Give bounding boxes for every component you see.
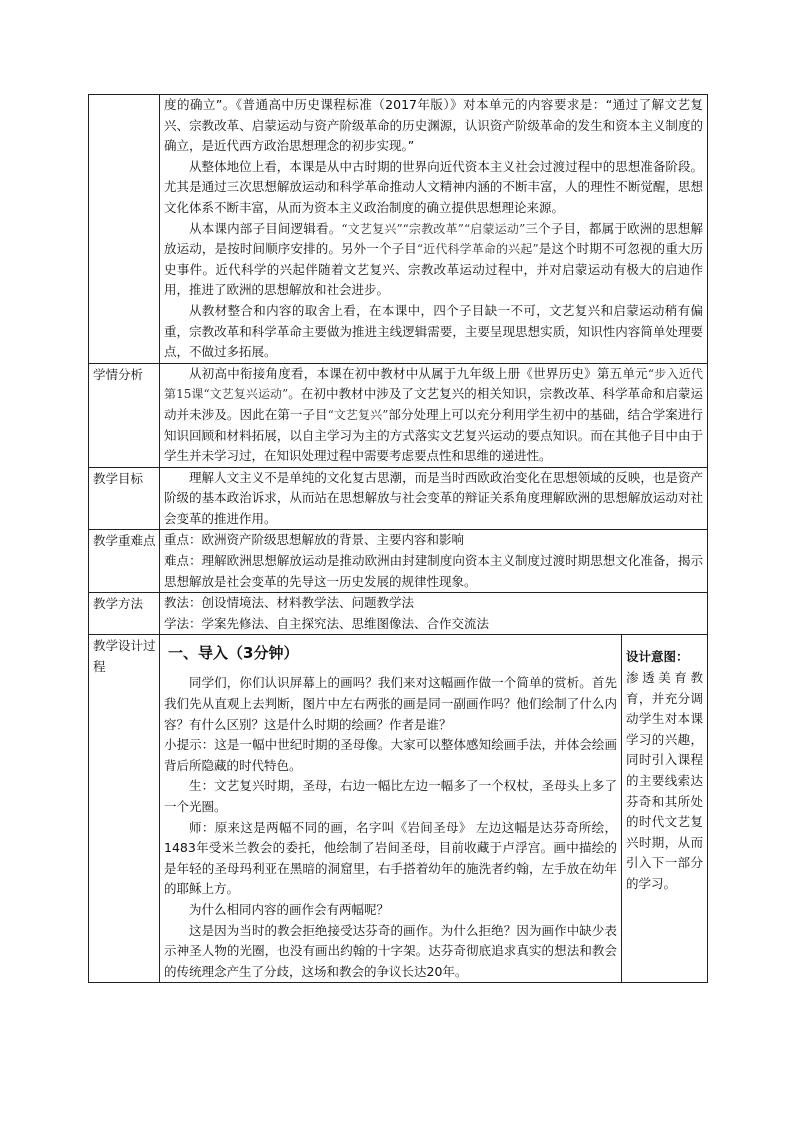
text-run: 。在初中教材中涉及了文艺复兴的相关知识，宗教改革、科学革命和启蒙运动并未涉及。因此在第一子目 — [164, 386, 704, 422]
key-points-content — [160, 530, 708, 593]
teaching-goals-text: 理解人文主义不是单纯的文化复古思潮，而是当时西欧政治变化在思想领域的反映，也是资产阶级的基本政治诉求，从而站在思想解放与社会变革的辩证关系角度理解欧洲的思想解放运动对社会变革的推进作用。 — [164, 469, 704, 526]
methods-label: 教学方法 — [89, 593, 160, 635]
analysis-paragraph — [164, 219, 703, 301]
design-process-row — [89, 635, 708, 983]
design-process-label: 教学设计过程 — [89, 635, 160, 983]
analysis-paragraph: 从教材整合和内容的取舍上看，在本课中，四个子目缺一不可，文艺复兴和启蒙运动稍有偏重，宗教改革和科学革命主要做为推进主线逻辑需要，主要呈现思想实质，知识性内容简单处理要点，不做过多拓展。 — [164, 302, 704, 360]
teaching-goals-row — [89, 467, 708, 530]
design-paragraph: 师：原来这是两幅不同的画，名字叫《岩间圣母》 左边这幅是达芬奇所绘，1483年受米兰教会的委托，他绘制了岩间圣母，目前收藏于卢浮宫。画中描绘的是年轻的圣母玛利亚在黑暗的洞窟里，右手搭着幼年的施洗者约翰，左手放在幼年的耶稣上方。 — [164, 819, 617, 897]
subtopic-name: “近代科学革命的兴起” — [416, 242, 539, 257]
text-run: 从本课内部子目间逻辑看。 — [189, 220, 342, 236]
analysis-continued-row — [89, 95, 708, 364]
methods-content — [160, 593, 708, 635]
analysis-paragraph: 从整体地位上看，本课是从中古时期的世界向近代资本主义社会过渡过程中的思想准备阶段。尤其是通过三次思想解放运动和科学革命推动人文精神内涵的不断丰富，人的理性不断觉醒，思想文化体系不断丰富，从而为资本主义政治制度的确立提供思想理论来源。 — [164, 158, 704, 215]
analysis-content-cell — [160, 95, 708, 364]
text-run: 部分处理上可以充分利用学生初中的基础，结合学案进行知识回顾和材料拓展，以自主学习为主的方式落实文艺复兴运动的要点知识。而在其他子目中由于学生并未学习过，在知识处理过程中需要考虑要点性和思维的递进性。 — [164, 406, 704, 464]
text-run: 从初高中衔接角度看，本课在初中教材中从属于九年级上册《世界历史》第五单元 — [189, 365, 648, 381]
teaching-method-text: 教法：创设情境法、材料教学法、问题教学法 — [164, 595, 415, 611]
learning-method-text: 学法：学案先修法、自主探究法、思维图像法、合作交流法 — [164, 615, 490, 631]
design-paragraph: 小提示：这是一幅中世纪时期的圣母像。大家可以整体感知绘画手法，并体会绘画背后所隐藏的时代特色。 — [164, 737, 617, 773]
student-analysis-content — [160, 363, 708, 467]
subtopic-name: “文艺复兴” — [327, 407, 389, 422]
student-analysis-label: 学情分析 — [89, 363, 160, 467]
design-paragraph: 这是因为当时的教会拒绝接受达芬奇的画作。为什么拒绝？因为画作中缺少表示神圣人物的光圈，也没有画出约翰的十字架。达芬奇彻底追求真实的想法和教会的传统理念产生了分歧，这场和教会的争议长达20年。 — [164, 922, 617, 979]
design-intent-text: 渗透美育教育，并充分调动学生对本课学习的兴趣，同时引入课程的主要线索达芬奇和其所处的时代文艺复兴时期，从而引入下一部分的学习。 — [626, 670, 704, 891]
focus-text: 重点：欧洲资产阶级思想解放的背景、主要内容和影响 — [164, 532, 465, 548]
section-heading: 一、导入（3分钟） — [168, 644, 299, 663]
design-intent-title: 设计意图： — [626, 649, 689, 665]
design-intent-cell — [622, 635, 708, 983]
analysis-paragraph: 度的确立”。《普通高中历史课程标准（2017年版）》对本单元的内容要求是：“通过了解文艺复兴、宗教改革、启蒙运动与资产阶级革命的历史渊源，认识资产阶级革命的发生和资本主义制度的确立，是近代西方政治思想理念的初步实现。” — [164, 97, 704, 154]
design-paragraph: 为什么相同内容的画作会有两幅呢？ — [189, 901, 390, 917]
teaching-goals-label: 教学目标 — [89, 467, 160, 530]
lesson-reference: “步入近代第15课“文艺复兴运动” — [164, 366, 703, 402]
text-run: 是这个时期不可忽视的重大历史事件。近代科学的兴起伴随着文艺复兴、宗教改革运动过程中，并对启蒙运动有极大的启迪作用，推进了欧洲的思想解放和社会进步。 — [164, 241, 704, 298]
methods-row — [89, 593, 708, 635]
lesson-plan-table — [88, 94, 708, 983]
analysis-label-cell — [89, 95, 160, 364]
design-process-content — [160, 635, 622, 983]
student-analysis-row — [89, 363, 708, 467]
teaching-goals-content — [160, 467, 708, 530]
text-run: 三个子目，都属于欧洲的思想解放运动，是按时间顺序安排的。另外一个子目 — [164, 220, 704, 257]
key-points-label: 教学重难点 — [89, 530, 160, 593]
subtopic-names: “文艺复兴”“宗教改革”“启蒙运动” — [341, 221, 526, 236]
key-points-row — [89, 530, 708, 593]
design-paragraph: 生：文艺复兴时期，圣母，右边一幅比左边一幅多了一个权杖，圣母头上多了一个光圈。 — [164, 778, 617, 814]
design-paragraph: 同学们，你们认识屏幕上的画吗？我们来对这幅画作做一个简单的赏析。首先我们先从直观上去判断，图片中左右两张的画是同一副画作吗？他们绘制了什么内容？有什么区别？这是什么时期的绘画？作者是谁？ — [164, 675, 617, 732]
difficulty-text: 难点：理解欧洲思想解放运动是推动欧洲由封建制度向资本主义制度过渡时期思想文化准备，揭示思想解放是社会变革的先导这一历史发展的规律性现象。 — [164, 553, 704, 589]
student-analysis-paragraph — [164, 364, 703, 467]
